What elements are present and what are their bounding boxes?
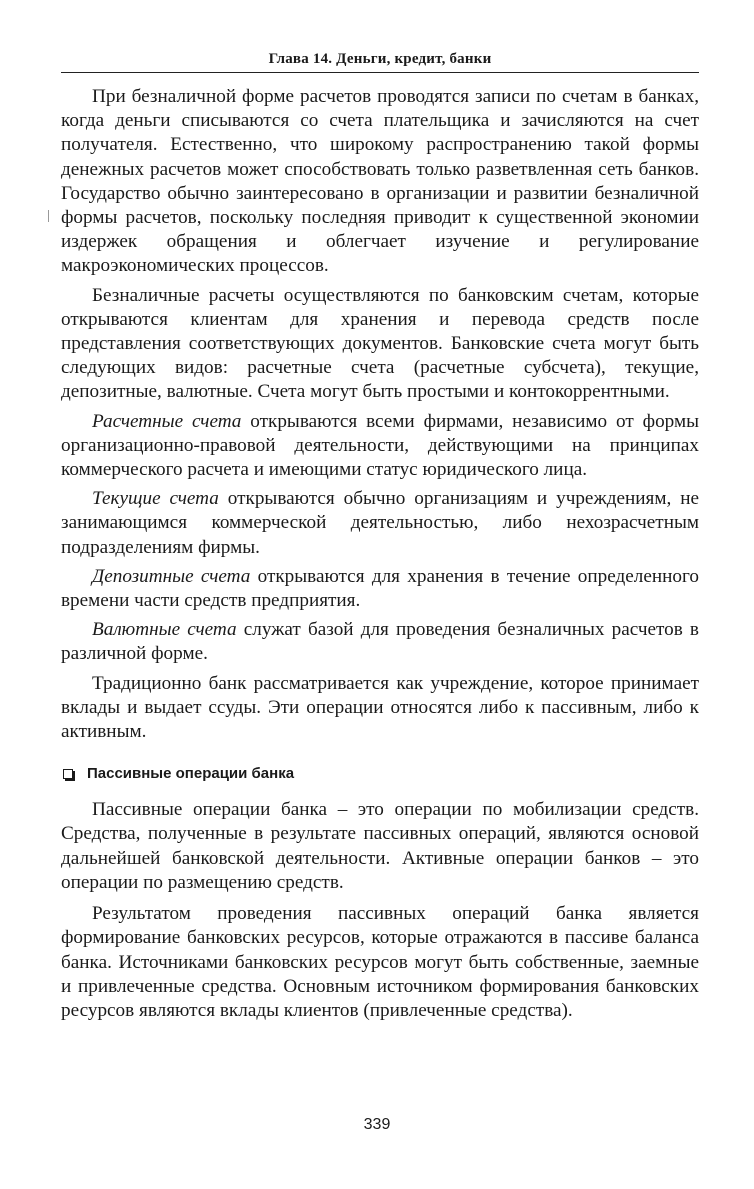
paragraph <box>61 410 699 483</box>
paragraph <box>61 565 699 613</box>
paragraph: Пассивные операции банка – это операции по мобилизации средств. Средства, полученные в результате пассивных операций, являются основой дальнейшей банковской деятельности. Активные операции банков – это операции по размещению средств. <box>61 799 699 893</box>
paragraph: Безналичные расчеты осуществляются по банковским счетам, которые открываются клиентам для хранения и перевода средств после представления соответствующих документов. Банковские счета могут быть следующих видов: расчетные счета (расчетные субсчета), текущие, депозитные, валютные. Счета могут быть простыми и контокоррентными. <box>61 284 699 403</box>
section-heading <box>61 764 699 784</box>
checkbox-icon <box>63 769 73 779</box>
paragraph: Результатом проведения пассивных операций банка является формирование банковских ресурсов, которые отражаются в пассиве баланса банка. Источниками банковских ресурсов могут быть собственные, заемные и привлеченные средства. Основным источником формирования банковских ресурсов являются вклады клиентов (привлеченные средства). <box>61 903 699 1021</box>
paragraph: Традиционно банк рассматривается как учреждение, которое принимает вклады и выдает ссуды. Эти операции относятся либо к пассивным, либо к активным. <box>61 672 699 743</box>
paragraph <box>61 618 699 666</box>
term-italic: Валютные счета <box>92 619 237 641</box>
term-italic: Депозитные счета <box>92 565 251 587</box>
body-text <box>61 85 699 1023</box>
paragraph: При безналичной форме расчетов проводятся записи по счетам в банках, когда деньги списываются со счета плательщика и зачисляются на счет получателя. Естественно, что широкому распространению такой формы денежных расчетов может способствовать только разветвленная сеть банков. Государство обычно заинтересовано в организации и развитии безналичной формы расчетов, поскольку последняя приводит к существенной экономии издержек обращения и облегчает изучение и регулирование макроэкономических процессов. <box>61 86 699 277</box>
margin-mark <box>48 210 49 222</box>
term-italic: Текущие счета <box>92 488 219 510</box>
term-italic: Расчетные счета <box>92 410 242 432</box>
paragraph-text: открываются для хранения в течение определенного времени части средств предприятия. <box>61 565 699 612</box>
book-page <box>61 48 699 1023</box>
paragraph-text: служат базой для проведения безналичных расчетов в различной форме. <box>61 619 699 665</box>
running-header: Глава 14. Деньги, кредит, банки <box>61 48 699 73</box>
paragraph-text: открываются всеми фирмами, независимо от формы организационно-правовой деятельности, действующими на принципах коммерческого расчета и имеющими статус юридического лица. <box>61 410 699 481</box>
section-heading-text: Пассивные операции банка <box>87 765 295 783</box>
page-number: 339 <box>363 1116 391 1133</box>
paragraph <box>61 487 699 560</box>
paragraph-text: открываются обычно организациям и учреждениям, не занимающимся коммерческой деятельностью, либо нехозрасчетным подразделениям фирмы. <box>61 488 699 558</box>
